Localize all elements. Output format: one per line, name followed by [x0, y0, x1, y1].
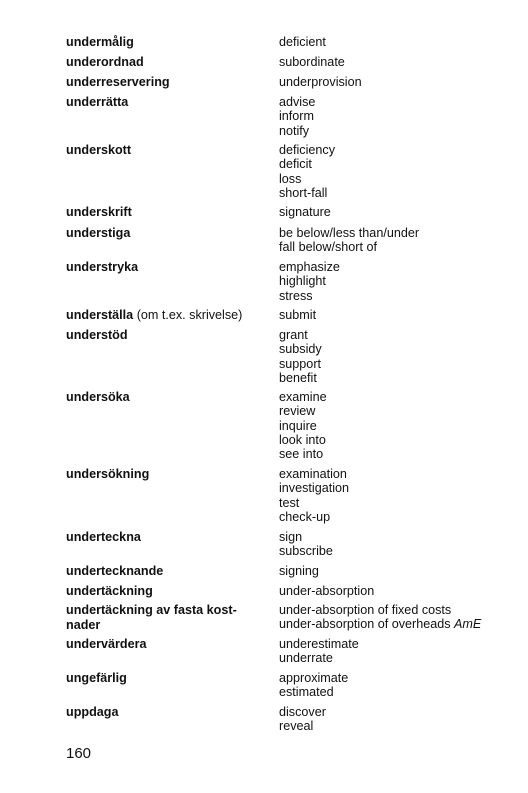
entry-term — [66, 143, 272, 158]
entry-term-text: understryka — [66, 260, 139, 274]
translation-text: underestimate — [279, 637, 359, 651]
translation-text: under-absorption of overheads — [279, 617, 451, 632]
translation-text: advise — [279, 95, 316, 109]
entry-term-text: understiga — [66, 226, 131, 240]
translation-line — [279, 371, 519, 385]
translation-line — [279, 467, 519, 481]
translation-text: stress — [279, 288, 313, 303]
region-label: AmE — [454, 617, 482, 632]
translation-text: underprovision — [279, 75, 362, 89]
translation-text: submit — [279, 308, 317, 322]
translation-text: deficiency — [279, 143, 336, 157]
translation-text: examine — [279, 390, 327, 404]
entry-translations — [279, 95, 519, 138]
translation-text: subscribe — [279, 544, 333, 559]
translation-line — [279, 404, 519, 418]
entry-translations — [279, 671, 519, 700]
translation-text: inquire — [279, 418, 317, 433]
entry-term-text: underreservering — [66, 75, 170, 89]
entry-term-text: undertäckning av fasta kost- — [66, 603, 237, 617]
entry-term — [66, 95, 272, 110]
translation-line — [279, 95, 519, 109]
translation-line — [279, 75, 519, 89]
translation-line — [279, 240, 519, 254]
translation-line — [279, 447, 519, 461]
entry-translations — [279, 143, 519, 200]
entry-term-text: understöd — [66, 328, 128, 342]
translation-text: check-up — [279, 509, 331, 524]
entry-term-text: uppdaga — [66, 705, 119, 719]
translation-line — [279, 617, 519, 631]
entry-translations — [279, 75, 519, 89]
entry-translations — [279, 328, 519, 385]
entry-translations — [279, 564, 519, 578]
entry-translations — [279, 55, 519, 69]
translation-text: inform — [279, 109, 314, 124]
entry-term-text: undervärdera — [66, 637, 147, 651]
translation-text: emphasize — [279, 260, 340, 274]
entry-term — [66, 55, 272, 70]
translation-line — [279, 289, 519, 303]
translation-text: investigation — [279, 481, 350, 496]
translation-text: under-absorption — [279, 584, 375, 598]
entry-term-text: underställa — [66, 308, 134, 322]
page-number: 160 — [66, 745, 92, 762]
translation-line — [279, 308, 519, 322]
entry-term-continuation: nader — [66, 617, 101, 632]
entry-term — [66, 530, 272, 545]
translation-line — [279, 274, 519, 288]
translation-line — [279, 651, 519, 665]
translation-line — [279, 530, 519, 544]
entry-translations — [279, 390, 519, 461]
translation-line — [279, 342, 519, 356]
translation-line — [279, 390, 519, 404]
translation-line — [279, 260, 519, 274]
entry-translations — [279, 260, 519, 303]
translation-text: loss — [279, 171, 302, 186]
entry-term — [66, 467, 272, 482]
translation-text: sign — [279, 530, 303, 544]
translation-text: see into — [279, 447, 324, 462]
translation-text: support — [279, 356, 322, 371]
entry-translations — [279, 530, 519, 559]
translation-text: deficient — [279, 35, 326, 49]
translation-text: look into — [279, 432, 326, 447]
entry-translations — [279, 467, 519, 524]
entry-term — [66, 390, 272, 405]
translation-text: deficit — [279, 157, 312, 172]
entry-term — [66, 35, 272, 50]
translation-text: grant — [279, 328, 308, 342]
translation-text: notify — [279, 123, 310, 138]
translation-text: examination — [279, 467, 347, 481]
translation-line — [279, 124, 519, 138]
translation-line — [279, 637, 519, 651]
translation-line — [279, 35, 519, 49]
entry-term — [66, 308, 272, 323]
entry-term — [66, 637, 272, 652]
entry-translations — [279, 584, 519, 598]
translation-line — [279, 186, 519, 200]
entry-translations — [279, 705, 519, 734]
translation-line — [279, 419, 519, 433]
entry-term — [66, 205, 272, 220]
translation-line — [279, 357, 519, 371]
entry-term — [66, 260, 272, 275]
entry-term-text: underskrift — [66, 205, 132, 219]
entry-term-text: underordnad — [66, 55, 144, 69]
translation-text: fall below/short of — [279, 240, 378, 255]
entry-term-text: undertecknande — [66, 564, 164, 578]
entry-translations — [279, 603, 519, 632]
translation-line — [279, 719, 519, 733]
entry-term-text: undersökning — [66, 467, 150, 481]
translation-line — [279, 433, 519, 447]
entry-term — [66, 75, 272, 90]
translation-text: test — [279, 495, 300, 510]
entry-term — [66, 226, 272, 241]
translation-line — [279, 157, 519, 171]
entry-term-text: undermålig — [66, 35, 134, 49]
translation-line — [279, 55, 519, 69]
translation-text: benefit — [279, 370, 317, 385]
translation-line — [279, 685, 519, 699]
entry-term — [66, 328, 272, 343]
entry-term — [66, 584, 272, 599]
translation-text: highlight — [279, 274, 326, 289]
entry-term — [66, 671, 272, 686]
entry-term-text: underrätta — [66, 95, 129, 109]
translation-line — [279, 109, 519, 123]
translation-line — [279, 544, 519, 558]
translation-line — [279, 226, 519, 240]
entry-translations — [279, 205, 519, 219]
translation-text: subordinate — [279, 55, 345, 69]
entry-usage-note: (om t.ex. skrivelse) — [136, 308, 243, 322]
translation-text: be below/less than/under — [279, 226, 420, 240]
entry-term-text: ungefärlig — [66, 671, 127, 685]
translation-line — [279, 510, 519, 524]
translation-text: underrate — [279, 651, 333, 666]
translation-line — [279, 481, 519, 495]
translation-text: signing — [279, 564, 319, 578]
translation-text: estimated — [279, 685, 334, 700]
translation-text: under-absorption of fixed costs — [279, 603, 452, 617]
translation-line — [279, 564, 519, 578]
translation-line — [279, 584, 519, 598]
translation-line — [279, 143, 519, 157]
entry-term — [66, 705, 272, 720]
translation-text: approximate — [279, 671, 349, 685]
entry-translations — [279, 308, 519, 322]
entry-term-text: underskott — [66, 143, 132, 157]
translation-line — [279, 705, 519, 719]
translation-line — [279, 205, 519, 219]
translation-text: discover — [279, 705, 326, 719]
translation-line — [279, 603, 519, 617]
entry-translations — [279, 35, 519, 49]
translation-text: subsidy — [279, 342, 322, 357]
entry-translations — [279, 637, 519, 666]
entry-translations — [279, 226, 519, 255]
entry-term-text: undertäckning — [66, 584, 153, 598]
translation-line — [279, 496, 519, 510]
translation-text: short-fall — [279, 185, 328, 200]
entry-term — [66, 603, 272, 632]
entry-term — [66, 564, 272, 579]
entry-term-text: undersöka — [66, 390, 130, 404]
translation-text: signature — [279, 205, 331, 219]
translation-line — [279, 328, 519, 342]
entry-term-text: underteckna — [66, 530, 141, 544]
translation-text: reveal — [279, 719, 314, 734]
translation-text: review — [279, 404, 316, 419]
translation-line — [279, 172, 519, 186]
translation-line — [279, 671, 519, 685]
